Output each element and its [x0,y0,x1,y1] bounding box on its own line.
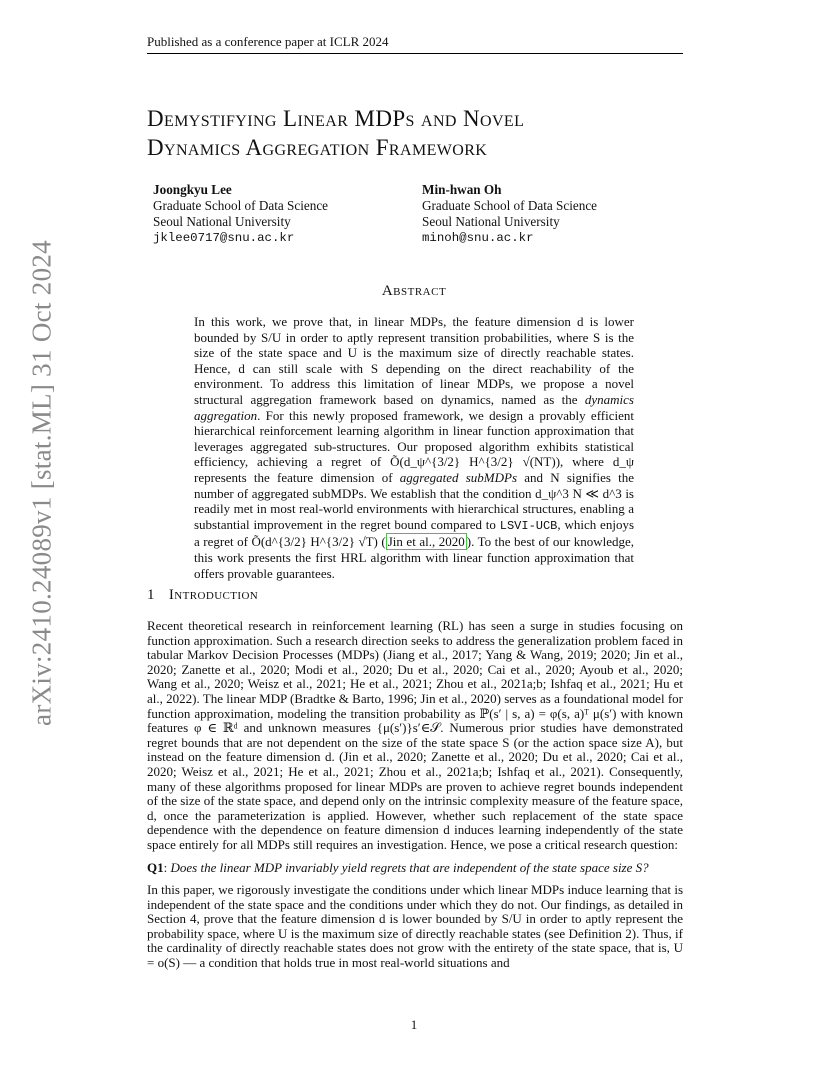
author-block-2 [422,182,597,246]
author-affiliation: Graduate School of Data Science [422,198,598,213]
page-number: 1 [410,1017,418,1032]
title-line-2: Dynamics Aggregation Framework [147,135,488,160]
research-question: Q1: Does the linear MDP invariably yield regrets that are independent of the state space size S? [147,859,649,875]
author-institution: Seoul National University [422,214,560,229]
abstract-heading: Abstract [381,283,447,299]
author-email[interactable]: jklee0717@snu.ac.kr [153,231,295,245]
author-affiliation: Graduate School of Data Science [153,198,329,213]
section-title: Introduction [168,587,259,603]
abstract-part-4: , which enjoys a regret of Õ(d^{3/2} H^{3/2} √T) [194,516,635,550]
author-block-1 [153,182,328,246]
arxiv-sidebar-stamp [22,240,62,726]
intro-paragraph-2: In this paper, we rigorously investigate the conditions under which linear MDPs induce learning that is independent of the state space and the conditions under which they do not. Our findings, as detailed in Section 4, prove that the feature dimension d is lower bounded by S/U in order to aptly represent the probability space, where U is the maximum size of directly reachable states (see Definition 2). Thus, if the cardinality of directly reachable states does not grow with the entirety of the state space, that is, U = o(S) — a condition that holds true in most real-world situations and [147,882,683,971]
abstract-part-5: . To the best of our knowledge, this work presents the first HRL algorithm with linear function approximation that offers provable guarantees. [194,534,634,581]
author-email[interactable]: minoh@snu.ac.kr [422,231,534,245]
abstract-text: In this work, we prove that, in linear MDPs, the feature dimension d is lower bounded by S/U in order to aptly represent transition probabilities, where S is the size of the state space and U is the maximum size of directly reachable states. Hence, d can still scale with S depending on the direct reachability of the environment. To address this limitation of linear MDPs, we propose a novel structural aggregation framework based on dynamics, named as the dynamics aggregation. For this newly proposed framework, we design a provably efficient hierarchical reinforcement learning algorithm in linear function approximation that leverages aggregated sub-structures. Our proposed algorithm exhibits statistical efficiency, achieving a regret of Õ(d_ψ^{3/2} H^{3/2} √(NT)), where d_ψ represents the feature dimension of aggregated subMDPs and N signifies the number of aggregated subMDPs. We establish that the condition d_ψ^3 N ≪ d^3 is readily met in most real-world environments with hierarchical structures, enabling a substantial improvement in the regret bound compared to LSVI-UCB, which enjoys a regret of Õ(d^{3/2} H^{3/2} √T) ( Jin et al., 2020 ). To the best of our knowledge, this work presents the first HRL algorithm with linear function approximation that offers provable guarantees. [194,314,635,581]
abstract-part-3: and N signifies the number of aggregated subMDPs. We establish that the condition d_ψ^3 N ≪ d^3 is readily met in most real-world environments with hierarchical structures, enabling a substantial improvement in the regret bound compared to [194,469,635,532]
abstract-emphasis-2: aggregated subMDPs [399,469,518,485]
section-number: 1 [147,587,155,603]
running-header: Published as a conference paper at ICLR 2024 [147,34,683,54]
paper-title [147,104,707,162]
question-label: Q1 [147,859,164,875]
title-line-1: Demystifying Linear MDPs and Novel [147,106,525,131]
abstract-part-1: In this work, we prove that, in linear MDPs, the feature dimension d is lower bounded by S/U in order to aptly represent transition probabilities, where S is the size of the state space and U is the maximum size of directly reachable states. Hence, d can still scale with S depending on the direct reachability of the environment. To address this limitation of linear MDPs, we propose a novel structural aggregation framework based on dynamics, named as the [194,314,634,407]
section-heading [147,587,258,604]
abstract-part-2: . For this newly proposed framework, we design a provably efficient hierarchical reinforcement learning algorithm in linear function approximation that leverages aggregated sub-structures. Our proposed algorithm exhibits statistical efficiency, achieving a regret of Õ(d_ψ^{3/2} H^{3/2} √(NT)), where d_ψ represents the feature dimension of [194,407,634,485]
introduction-body [147,619,683,979]
intro-paragraph-1: Recent theoretical research in reinforcement learning (RL) has seen a surge in studies focusing on function approximation. Such a research direction seeks to address the generalization problem faced in tabular Markov Decision Processes (MDPs) (Jiang et al., 2017; Yang & Wang, 2019; 2020; Jin et al., 2020; Zanette et al., 2020; Modi et al., 2020; Du et al., 2020; Cai et al., 2020; Ayoub et al., 2020; Wang et al., 2020; Weisz et al., 2021; He et al., 2021; Zhou et al., 2021a;b; Ishfaq et al., 2021; Hu et al., 2022). The linear MDP (Bradtke & Barto, 1996; Jin et al., 2020) serves as a foundational model for function approximation, modeling the transition probability as ℙ(s′ | s, a) = φ(s, a)ᵀ μ(s′) with known features φ ∈ ℝᵈ and unknown measures {μ(s′)}s′∈𝒮. Numerous prior studies have demonstrated regret bounds that are not dependent on the size of the state space S (or the action space size A), but instead on the feature dimension d. (Jin et al., 2020; Zanette et al., 2020; Du et al., 2020; Cai et al., 2020; Weisz et al., 2021; He et al., 2021; Zhou et al., 2021a;b; Ishfaq et al., 2021). Consequently, many of these algorithms proposed for linear MDPs are proven to achieve regret bounds independent of the size of the state space, and depend only on the intrinsic complexity measure of the feature space, d, once the parameterization is applied. However, whether such replacement of the state space dependence with the dependence on feature dimension d induces learning independently of the state space entirely for all MDPs still requires an investigation. Hence, we pose a critical research question: [147,618,683,852]
arxiv-identifier: arXiv:2410.24089v1 [stat.ML] 31 Oct 2024 [26,240,57,726]
author-name: Joongkyu Lee [153,182,232,197]
author-name: Min-hwan Oh [422,182,502,197]
question-text: Does the linear MDP invariably yield regrets that are independent of the state space size S? [170,859,649,875]
citation-link[interactable]: Jin et al., 2020 [387,534,465,550]
algorithm-name: LSVI-UCB [499,518,558,533]
author-institution: Seoul National University [153,214,291,229]
abstract-emphasis-1: dynamics aggregation [194,391,634,423]
